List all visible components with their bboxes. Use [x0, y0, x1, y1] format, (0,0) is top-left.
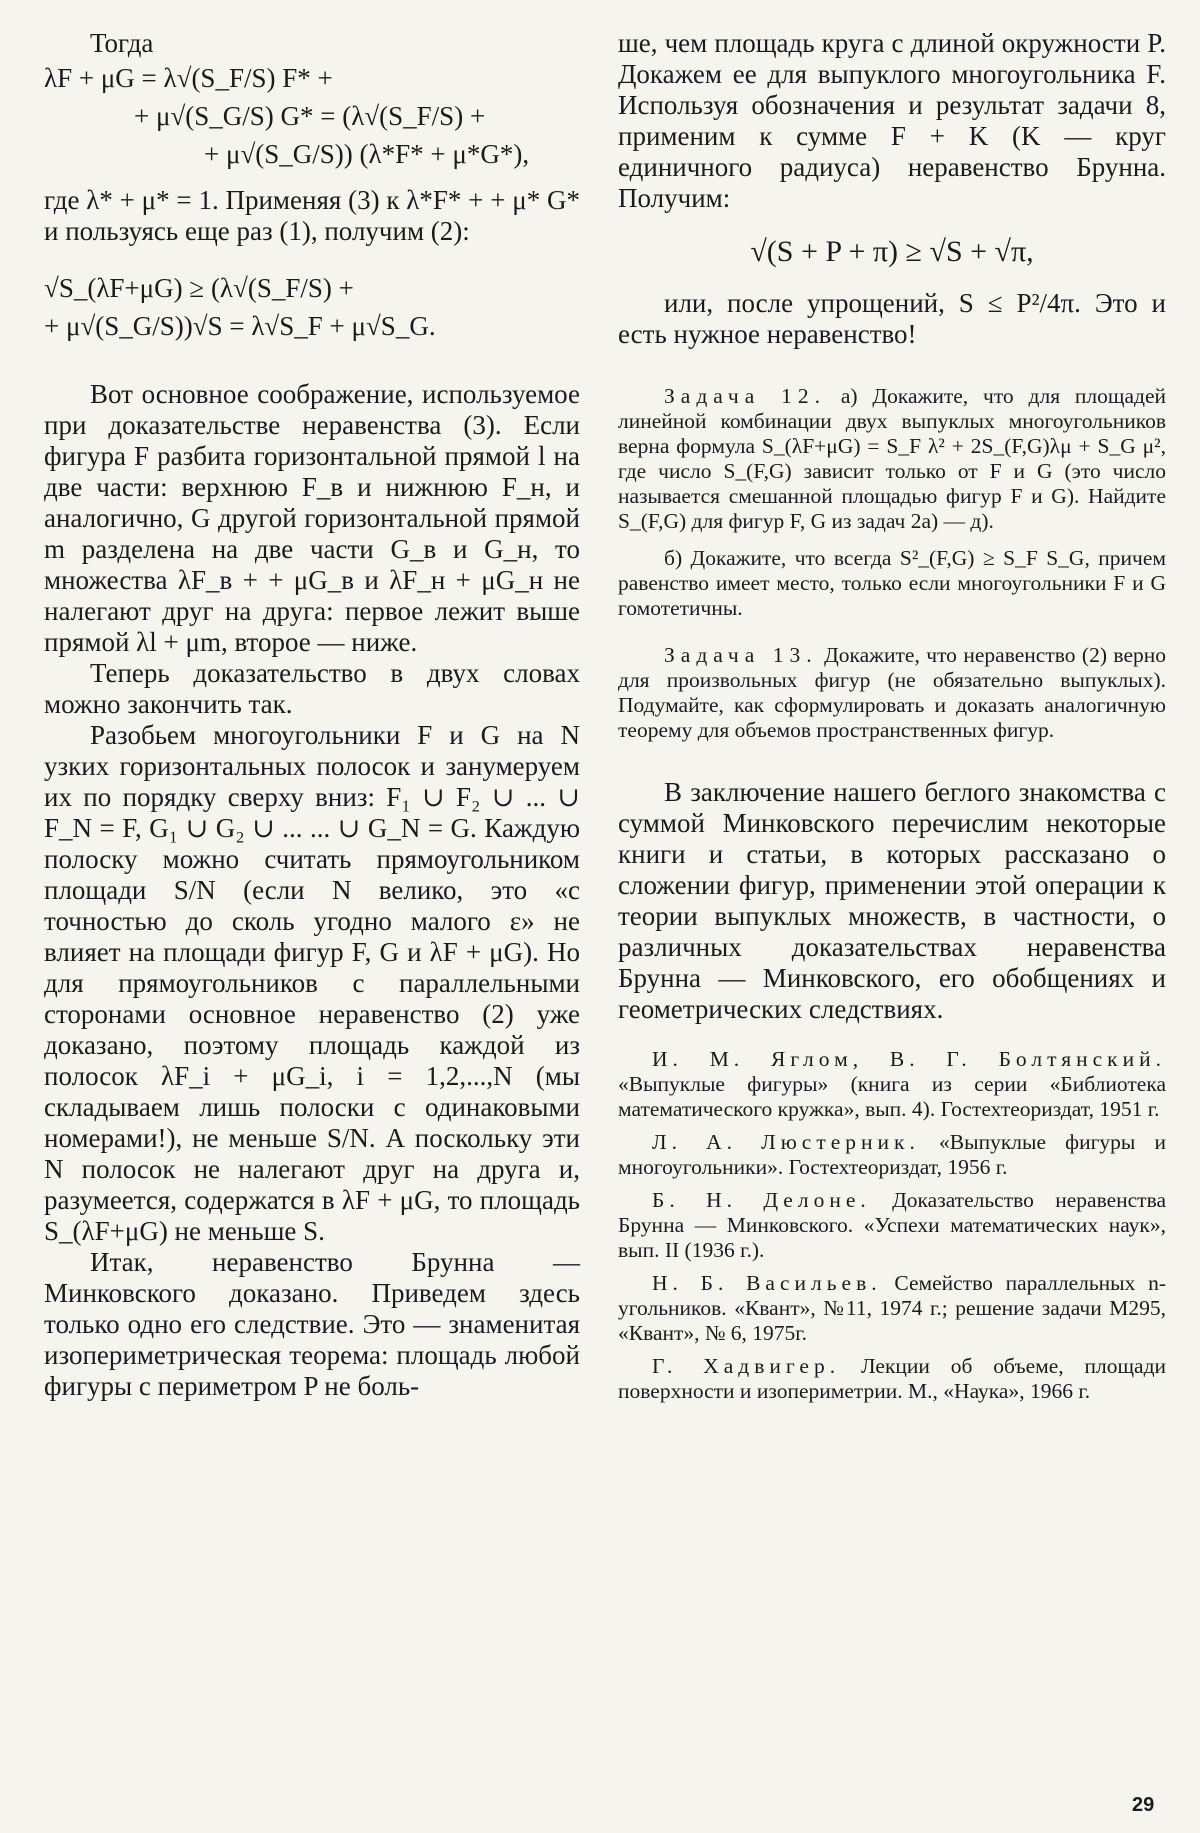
- paragraph-continue: ше, чем площадь круга с длиной окружности P. Докажем ее для выпуклого многоугольника F. Используя обозначения и результат задачи 8, применим к сумме F + K (K — круг единичного радиуса) неравенство Брунна. Получим:: [618, 28, 1166, 213]
- formula-block-2: [44, 269, 580, 345]
- problem-12b: б) Докажите, что всегда S²_(F,G) ≥ S_F S_G, причем равенство имеет место, только если многоугольники F и G гомотетичны.: [618, 546, 1166, 620]
- paragraph-conclusion: В заключение нашего беглого знакомства с суммой Минковского перечислим некоторые книги и статьи, в которых рассказано о сложении фигур, применении этой операции к теории выпуклых множеств, в частности, о различных доказательствах неравенства Брунна — Минковского, его обобщениях и геометрических следствиях.: [618, 777, 1166, 1024]
- problem-12-label: Задача 12.: [664, 384, 827, 408]
- bibliography-text: Семейство параллельных n-угольников. «Квант», №11, 1974 г.; решение задачи М295, «Квант», № 6, 1975г.: [618, 1271, 1166, 1345]
- problem-13-text: Докажите, что неравенство (2) верно для произвольных фигур (не обязательно выпуклых). Подумайте, как сформулировать и доказать аналогичную теорему для объемов пространственных фигур.: [618, 643, 1167, 742]
- problem-13: [618, 643, 1166, 743]
- paragraph-now: Теперь доказательство в двух словах можно закончить так.: [44, 658, 580, 719]
- paragraph-where: где λ* + μ* = 1. Применяя (3) к λ*F* + + μ* G* и пользуясь еще раз (1), получим (2):: [44, 185, 580, 246]
- formula-line: λF + μG = λ√(S_F/S) F* +: [44, 63, 333, 93]
- bibliography-text: «Выпуклые фигуры» (книга из серии «Библиотека математического кружка», вып. 4). Гостехтеориздат, 1951 г.: [618, 1072, 1166, 1121]
- paragraph-simplify: или, после упрощений, S ≤ P²/4π. Это и есть нужное неравенство!: [618, 288, 1166, 349]
- bibliography-author: Г. Хадвигер.: [652, 1354, 841, 1378]
- bibliography-author: Н. Б. Васильев.: [652, 1271, 882, 1295]
- bibliography-entry: [618, 1130, 1166, 1180]
- bibliography-entry: [618, 1047, 1166, 1122]
- problem-12a-text: а) Докажите, что для площадей линейной комбинации двух выпуклых многоугольников верна формула S_(λF+μG) = S_F λ² + 2S_(F,G)λμ + S_G μ², где число S_(F,G) зависит только от F и G (это число называется смешанной площадью фигур F и G). Найдите S_(F,G) для фигур F, G из задач 2а) — д).: [618, 384, 1166, 533]
- bibliography-entry: [618, 1271, 1166, 1346]
- paragraph-split: Разобьем многоугольники F и G на N узких горизонтальных полосок и занумеруем их по порядку сверху вниз: F₁ ∪ F₂ ∪ ... ∪ F_N = F, G₁ ∪ G₂ ∪ ... ... ∪ G_N = G. Каждую полоску можно считать прямоугольником площади S/N (если N велико, это «с точностью до сколь угодно малого ε» не влияет на площади фигур F, G и λF + μG). Но для прямоугольников с параллельными сторонами основное неравенство (2) уже доказано, поэтому площадь каждой из полосок λF_i + μG_i, i = 1,2,...,N (мы складываем лишь полоски с одинаковыми номерами!), не меньше S/N. А поскольку эти N полосок не налегают друг на друга и, разумеется, содержатся в λF + μG, то площадь S_(λF+μG) не меньше S.: [44, 720, 580, 1246]
- formula-block-1: [44, 59, 580, 173]
- formula-line: + μ√(S_G/S) G* = (λ√(S_F/S) +: [134, 101, 486, 131]
- page-number: 29: [1132, 1794, 1155, 1816]
- problem-12a: [618, 384, 1166, 534]
- bibliography-author: Б. Н. Делоне.: [652, 1188, 871, 1212]
- isoperimetric-formula: √(S + P + π) ≥ √S + √π,: [750, 235, 1034, 268]
- right-column: [618, 28, 1166, 1412]
- formula-line: √S_(λF+μG) ≥ (λ√(S_F/S) +: [44, 273, 354, 303]
- bibliography-entry: [618, 1354, 1166, 1404]
- problem-13-label: Задача 13.: [664, 643, 818, 667]
- formula-line: + μ√(S_G/S))√S = λ√S_F + μ√S_G.: [44, 311, 436, 341]
- bibliography: [618, 1047, 1166, 1404]
- bibliography-text: Лекции об объеме, площади поверхности и изопериметрии. М., «Наука», 1966 г.: [618, 1354, 1167, 1403]
- bibliography-author: И. М. Яглом, В. Г. Болтянский.: [652, 1047, 1166, 1071]
- bibliography-text: Доказательство неравенства Брунна — Минковского. «Успехи математических наук», вып. II (1936 г.).: [618, 1188, 1166, 1262]
- bibliography-text: «Выпуклые фигуры и многоугольники». Гостехтеориздат, 1956 г.: [618, 1130, 1166, 1179]
- formula-line: + μ√(S_G/S)) (λ*F* + μ*G*),: [204, 139, 530, 169]
- paragraph-main-idea: Вот основное соображение, используемое при доказательстве неравенства (3). Если фигура F разбита горизонтальной прямой l на две части: верхнюю F_в и нижнюю F_н, и аналогично, G другой горизонтальной прямой m разделена на две части G_в и G_н, то множества λF_в + + μG_в и λF_н + μG_н не налегают друг на друга: первое лежит выше прямой λl + μm, второе — ниже.: [44, 379, 580, 657]
- paragraph-thus: Итак, неравенство Брунна — Минковского доказано. Приведем здесь только одно его следствие. Это — знаменитая изопериметрическая теорема: площадь любой фигуры с периметром P не боль-: [44, 1247, 580, 1401]
- bibliography-entry: [618, 1188, 1166, 1263]
- tak-word: Тогда: [90, 28, 154, 58]
- bibliography-author: Л. А. Люстерник.: [652, 1130, 920, 1154]
- left-column: [44, 28, 580, 1402]
